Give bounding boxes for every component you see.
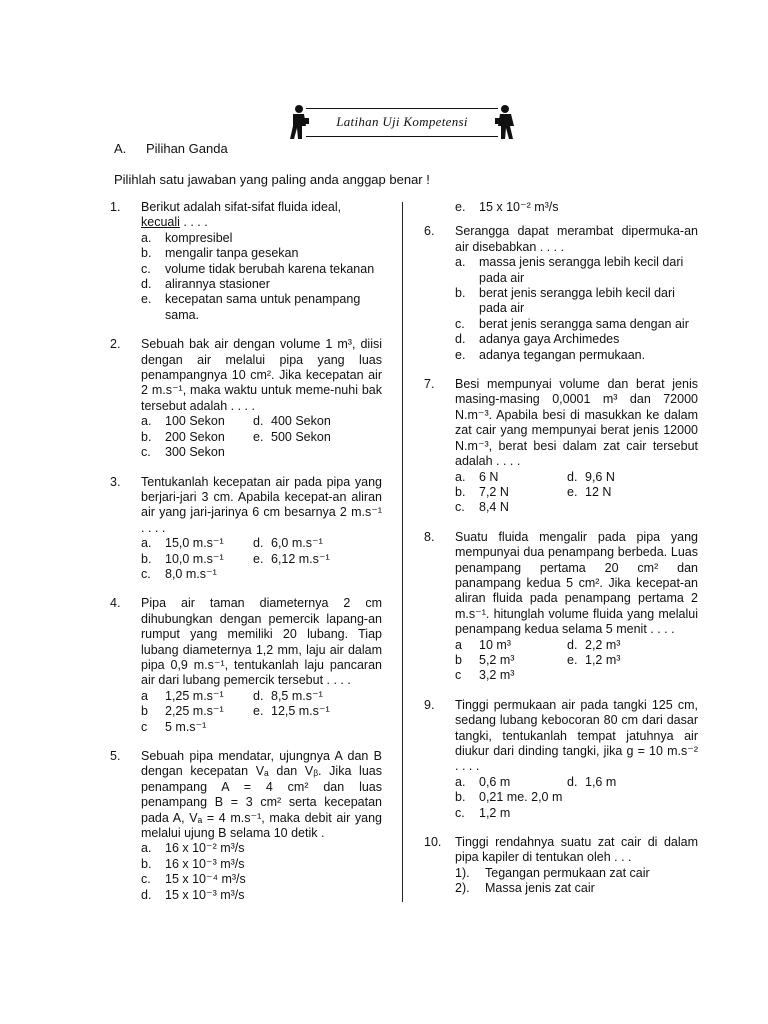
question-6 (424, 224, 698, 363)
option-c[interactable]: c. 8,0 m.s⁻¹ (141, 566, 217, 581)
instruction-text: Pilihlah satu jawaban yang paling anda anggap benar ! (114, 172, 430, 187)
option-c[interactable]: c. 15 x 10⁻⁴ m³/s (141, 872, 246, 887)
banner-top-rule (306, 108, 498, 109)
option-c[interactable]: c. 300 Sekon (141, 445, 225, 460)
option-b[interactable]: b. 0,21 me. 2,0 m (455, 790, 563, 805)
option-b[interactable]: b. mengalir tanpa gesekan (141, 246, 299, 261)
question-stem: Suatu fluida mengalir pada pipa yang mempunyai dua penampang berbeda. Luas penampang pertama 20 cm² dan panampang kedua 5 cm². Jika kecepat-an aliran fluida pada penampang pertama 2 m.s⁻¹. hitunglah volume fluida yang melalui penampang kedua selama 5 menit . . . . (455, 529, 698, 637)
question-number: 4. (110, 596, 121, 611)
option-e[interactable]: e. 6,12 m.s⁻¹ (253, 551, 330, 566)
question-number: 2. (110, 337, 121, 352)
question-number: 6. (424, 224, 435, 239)
question-stem: Besi mempunyai volume dan berat jenis masing-masing 0,0001 m³ dan 72000 N.m⁻³. Apabila besi di masukkan ke dalam zat cair yang mempunyai berat jenis 12000 N.m⁻³, berat besi dalam zat cair tersebut adalah . . . . (455, 377, 698, 469)
section-heading (114, 141, 228, 156)
option-c[interactable]: c 5 m.s⁻¹ (141, 719, 207, 734)
question-5 (110, 749, 382, 903)
banner-bottom-rule (306, 136, 498, 137)
reader-figure-right-icon (494, 104, 518, 140)
chapter-banner (286, 102, 518, 142)
section-letter: A. (114, 141, 127, 156)
option-a[interactable]: a. 16 x 10⁻² m³/s (141, 841, 245, 856)
option-d[interactable]: d. 8,5 m.s⁻¹ (253, 688, 323, 703)
question-stem: Sebuah bak air dengan volume 1 m³, diisi dengan air melalui pipa yang luas penampangnya 10 cm². Jika kecepatan air 2 m.s⁻¹, maka waktu untuk meme-nuhi bak tersebut adalah . . . . (141, 337, 382, 413)
option-c[interactable]: c 3,2 m³ (455, 668, 515, 683)
option-d[interactable]: d. 400 Sekon (253, 414, 331, 429)
option-a[interactable]: a 1,25 m.s⁻¹ (141, 688, 224, 703)
banner-title: Latihan Uji Kompetensi (336, 114, 468, 129)
stem-tail: . . . . (179, 215, 208, 230)
option-e[interactable]: e. 1,2 m³ (567, 652, 621, 667)
option-b[interactable]: b 5,2 m³ (455, 652, 515, 667)
option-e[interactable]: e. 500 Sekon (253, 429, 331, 444)
question-10 (424, 835, 698, 897)
option-e[interactable]: e. 12 N (567, 484, 612, 499)
column-divider (402, 202, 403, 902)
option-d[interactable]: d. 2,2 m³ (567, 637, 621, 652)
option-b[interactable]: b. berat jenis serangga lebih kecil dari pada air (455, 286, 675, 316)
question-number: 5. (110, 749, 121, 763)
option-d[interactable]: d. 15 x 10⁻³ m³/s (141, 887, 245, 902)
option-e[interactable]: e. adanya tegangan permukaan. (455, 347, 646, 362)
statement-2: 2). Massa jenis zat cair (455, 881, 595, 896)
option-a[interactable]: a. 15,0 m.s⁻¹ (141, 536, 224, 551)
reader-figure-left-icon (286, 104, 310, 140)
option-c[interactable]: c. 1,2 m (455, 805, 511, 820)
option-d[interactable]: d. 9,6 N (567, 469, 615, 484)
option-d[interactable]: d. adanya gaya Archimedes (455, 332, 620, 347)
question-2 (110, 337, 382, 460)
option-b[interactable]: b. 7,2 N (455, 484, 509, 499)
option-d[interactable]: d. 6,0 m.s⁻¹ (253, 536, 323, 551)
question-4 (110, 596, 382, 735)
question-number: 10. (424, 835, 442, 850)
question-stem: Pipa air taman diameternya 2 cm dihubungkan dengan pemercik lapang-an rumput yang memiliki 20 lubang. Tiap lubang diameternya 1,2 mm, laju air dalam pipa 0,9 m.s⁻¹, tentukanlah laju pancaran air dari lubang pemercik tersebut . . . . (141, 596, 382, 688)
option-e[interactable]: e. kecepatan sama untuk penampang sama. (141, 292, 361, 322)
question-number: 7. (424, 377, 435, 392)
question-stem: Tinggi permukaan air pada tangki 125 cm, sedang lubang kebocoran 80 cm dari dasar tangki, tentukanlah tempat jatuhnya air diukur dari dinding tangki, jika g = 10 m.s⁻² . . . . (455, 697, 698, 774)
option-d[interactable]: d. 1,6 m (567, 774, 617, 789)
option-a[interactable]: a. massa jenis serangga lebih kecil dari pada air (455, 255, 684, 285)
option-c[interactable]: c. 8,4 N (455, 500, 509, 515)
option-a[interactable]: a 10 m³ (455, 637, 511, 652)
question-stem: Serangga dapat merambat dipermuka-an air disebabkan . . . . (455, 224, 698, 254)
option-a[interactable]: a. kompresibel (141, 230, 233, 245)
option-b[interactable]: b. 200 Sekon (141, 429, 225, 444)
right-column (424, 200, 698, 897)
question-stem: Tinggi rendahnya suatu zat cair di dalam pipa kapiler di tentukan oleh . . . (455, 835, 698, 865)
question-7 (424, 377, 698, 516)
statement-1: 1). Tegangan permukaan zat cair (455, 865, 650, 880)
question-stem: Sebuah pipa mendatar, ujungnya A dan B dengan kecepatan Vₐ dan Vᵦ. Jika luas penampang A = 4 cm² dan luas penampang B = 3 cm² serta kecepatan pada A, Vₐ = 4 m.s⁻¹, maka debit air yang melalui ujung B selama 10 detik . (141, 749, 382, 841)
question-8 (424, 530, 698, 684)
option-a[interactable]: a. 0,6 m (455, 774, 511, 789)
left-column (110, 200, 382, 903)
question-number: 1. (110, 200, 121, 214)
stem-emphasis: kecuali (141, 215, 180, 230)
option-b[interactable]: b. 10,0 m.s⁻¹ (141, 551, 224, 566)
option-b[interactable]: b. 16 x 10⁻³ m³/s (141, 856, 245, 871)
question-number: 9. (424, 697, 435, 712)
option-e[interactable]: e. 12,5 m.s⁻¹ (253, 704, 330, 719)
question-number: 3. (110, 474, 121, 489)
question-stem: Tentukanlah kecepatan air pada pipa yang berjari-jari 3 cm. Apabila kecepat-an aliran air yang jari-jarinya 6 cm besarnya 2 m.s⁻¹ . . . . (141, 474, 382, 535)
question-3 (110, 475, 382, 583)
option-c[interactable]: c. volume tidak berubah karena tekanan (141, 261, 375, 276)
option-e[interactable]: e. 15 x 10⁻² m³/s (455, 200, 559, 214)
question-1 (110, 200, 382, 323)
option-d[interactable]: d. alirannya stasioner (141, 277, 270, 292)
option-a[interactable]: a. 6 N (455, 469, 499, 484)
stem-text: Berikut adalah sifat-sifat fluida ideal, (141, 200, 342, 214)
option-b[interactable]: b 2,25 m.s⁻¹ (141, 704, 224, 719)
question-number: 8. (424, 529, 435, 544)
option-a[interactable]: a. 100 Sekon (141, 414, 225, 429)
section-title: Pilihan Ganda (146, 141, 228, 156)
option-c[interactable]: c. berat jenis serangga sama dengan air (455, 316, 689, 331)
question-9 (424, 698, 698, 821)
question-stem (141, 200, 382, 231)
